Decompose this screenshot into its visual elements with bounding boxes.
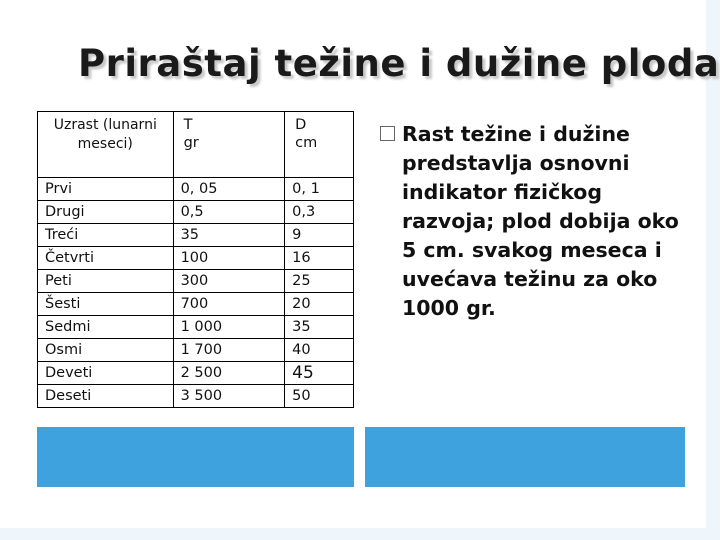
cell-weight: 0, 05	[173, 178, 285, 201]
table-row	[38, 316, 354, 339]
cell-weight: 0,5	[173, 201, 285, 224]
cell-weight: 100	[173, 247, 285, 270]
table-row	[38, 270, 354, 293]
header-weight-unit: gr	[183, 135, 199, 151]
cell-month: Deveti	[38, 362, 174, 385]
cell-month: Treći	[38, 224, 174, 247]
header-weight	[173, 112, 285, 178]
cell-length: 0, 1	[285, 178, 354, 201]
cell-weight: 1 700	[173, 339, 285, 362]
header-length-unit: cm	[295, 135, 318, 151]
cell-length: 20	[285, 293, 354, 316]
bullet-paragraph	[380, 120, 680, 323]
bullet-square-icon	[380, 126, 395, 141]
cell-length: 9	[285, 224, 354, 247]
accent-bar-right	[365, 427, 685, 487]
cell-length: 25	[285, 270, 354, 293]
table-header-row	[38, 112, 354, 178]
cell-length: 0,3	[285, 201, 354, 224]
growth-table	[37, 111, 354, 408]
cell-weight: 1 000	[173, 316, 285, 339]
cell-length: 45	[285, 362, 354, 385]
cell-month: Sedmi	[38, 316, 174, 339]
cell-length: 35	[285, 316, 354, 339]
table-row	[38, 293, 354, 316]
table-row	[38, 201, 354, 224]
cell-weight: 300	[173, 270, 285, 293]
table-row	[38, 247, 354, 270]
cell-length: 50	[285, 385, 354, 408]
cell-weight: 700	[173, 293, 285, 316]
cell-weight: 35	[173, 224, 285, 247]
table-row	[38, 339, 354, 362]
cell-length: 16	[285, 247, 354, 270]
table-row	[38, 178, 354, 201]
cell-month: Šesti	[38, 293, 174, 316]
table-row	[38, 224, 354, 247]
cell-weight: 2 500	[173, 362, 285, 385]
cell-month: Četvrti	[38, 247, 174, 270]
table-row	[38, 385, 354, 408]
cell-month: Deseti	[38, 385, 174, 408]
header-weight-symbol: T	[183, 117, 193, 133]
accent-bar-left	[37, 427, 354, 487]
header-age: Uzrast (lunarni meseci)	[38, 112, 174, 178]
cell-month: Osmi	[38, 339, 174, 362]
cell-length: 40	[285, 339, 354, 362]
slide-title: Priraštaj težine i dužine ploda	[78, 42, 720, 85]
bullet-text: Rast težine i dužine predstavlja osnovni indikator fizičkog razvoja; plod dobija oko 5 cm. svakog meseca i uvećava težinu za oko 1000 gr.	[402, 122, 679, 320]
cell-month: Drugi	[38, 201, 174, 224]
cell-month: Prvi	[38, 178, 174, 201]
header-length	[285, 112, 354, 178]
cell-month: Peti	[38, 270, 174, 293]
cell-weight: 3 500	[173, 385, 285, 408]
header-length-symbol: D	[295, 117, 307, 133]
table-row	[38, 362, 354, 385]
